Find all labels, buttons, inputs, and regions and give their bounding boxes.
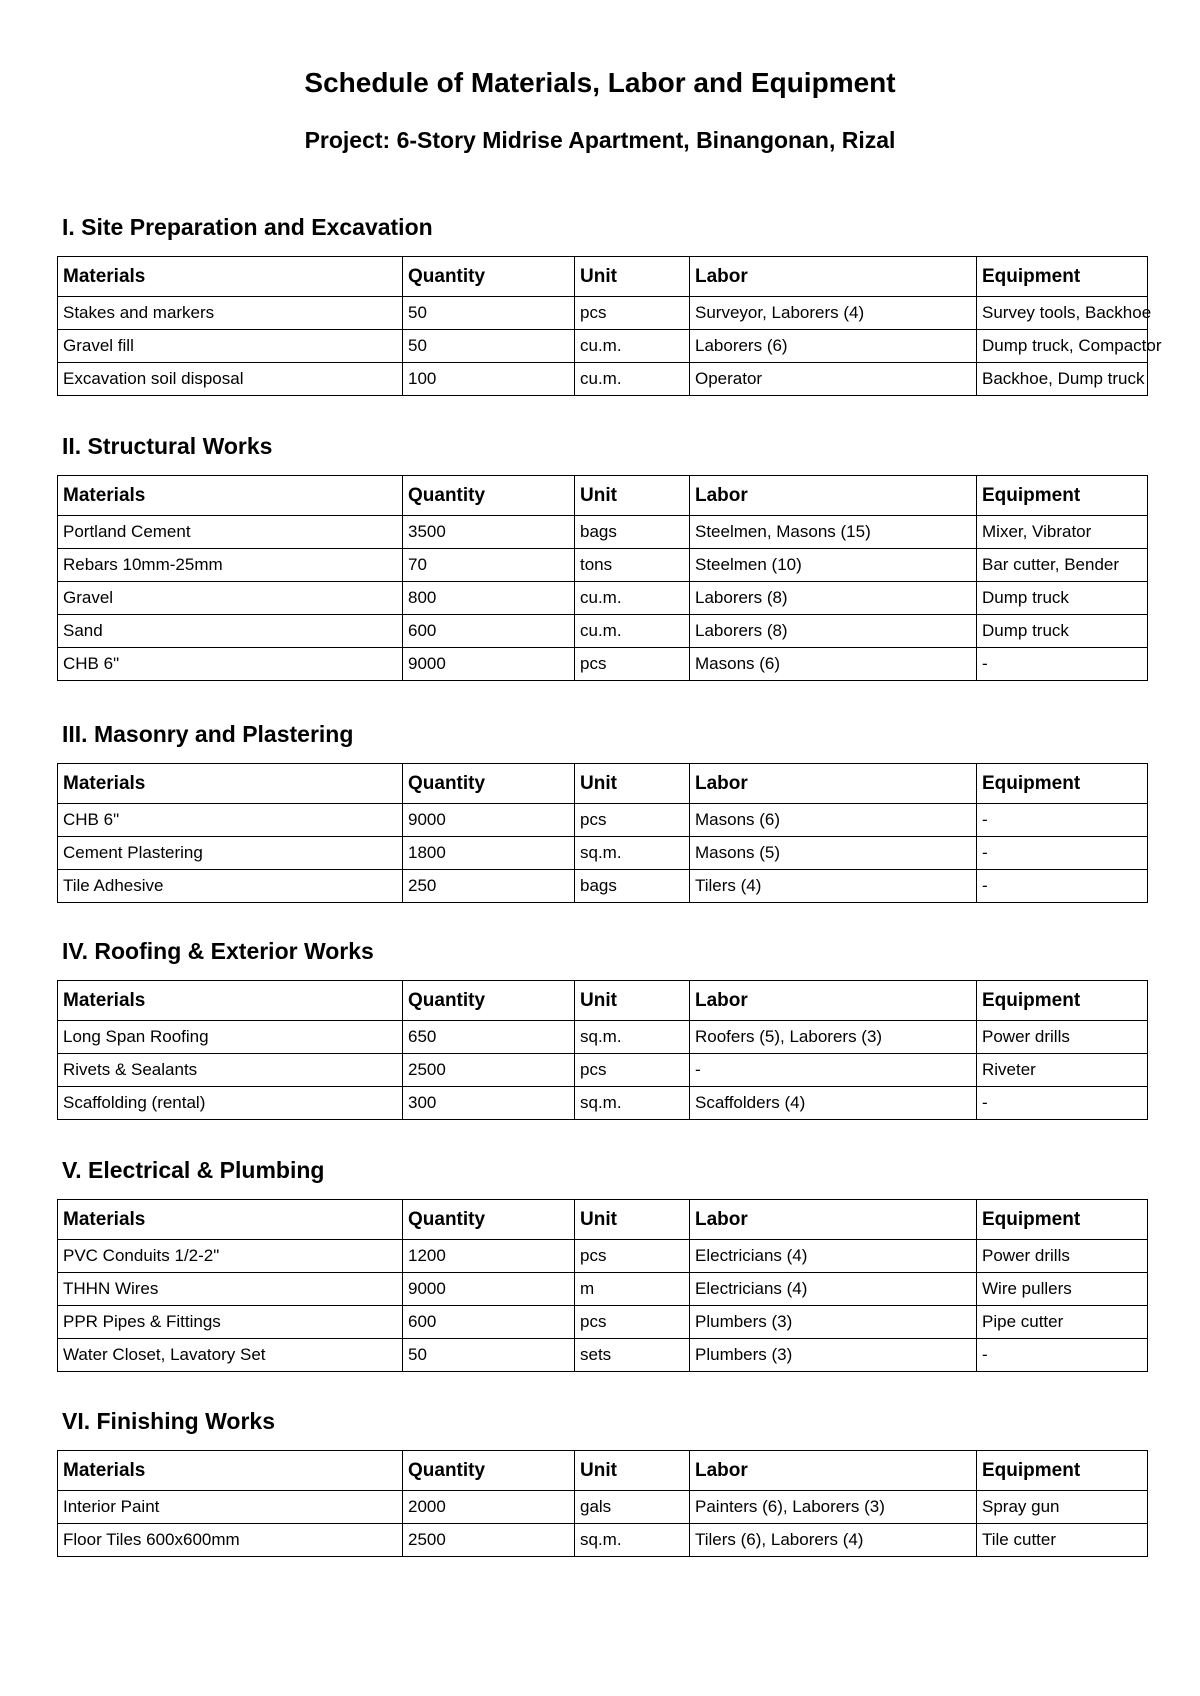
cell-labor: Plumbers (3): [690, 1306, 977, 1339]
cell-equipment: Bar cutter, Bender: [977, 549, 1148, 582]
cell-quantity: 50: [403, 297, 575, 330]
cell-quantity: 2500: [403, 1524, 575, 1557]
table-row: [58, 1339, 1148, 1372]
cell-unit: pcs: [575, 297, 690, 330]
document-subtitle: Project: 6-Story Midrise Apartment, Binangonan, Rizal: [304, 127, 896, 153]
column-header-quantity: Quantity: [403, 1200, 575, 1240]
cell-materials: Gravel: [58, 582, 403, 615]
table-header-row: [58, 476, 1148, 516]
section-heading: III. Masonry and Plastering: [62, 721, 354, 747]
cell-labor: Masons (6): [690, 648, 977, 681]
column-header-quantity: Quantity: [403, 257, 575, 297]
cell-unit: sq.m.: [575, 1087, 690, 1120]
cell-labor: Masons (5): [690, 837, 977, 870]
schedule-table: [57, 256, 1162, 396]
column-header-equipment: Equipment: [977, 1451, 1148, 1491]
cell-labor: Steelmen (10): [690, 549, 977, 582]
table-row: [58, 648, 1148, 681]
cell-quantity: 1200: [403, 1240, 575, 1273]
table-row: [58, 582, 1148, 615]
cell-quantity: 9000: [403, 648, 575, 681]
cell-labor: Tilers (4): [690, 870, 977, 903]
cell-unit: bags: [575, 870, 690, 903]
cell-unit: sq.m.: [575, 1524, 690, 1557]
column-header-unit: Unit: [575, 981, 690, 1021]
cell-unit: cu.m.: [575, 615, 690, 648]
cell-unit: sq.m.: [575, 837, 690, 870]
column-header-quantity: Quantity: [403, 476, 575, 516]
cell-materials: PPR Pipes & Fittings: [58, 1306, 403, 1339]
cell-materials: THHN Wires: [58, 1273, 403, 1306]
table-row: [58, 330, 1148, 363]
cell-labor: Plumbers (3): [690, 1339, 977, 1372]
column-header-labor: Labor: [690, 981, 977, 1021]
section-6: [57, 1406, 1147, 1557]
cell-unit: cu.m.: [575, 330, 690, 363]
column-header-labor: Labor: [690, 764, 977, 804]
cell-equipment: Power drills: [977, 1021, 1148, 1054]
cell-equipment: Tile cutter: [977, 1524, 1148, 1557]
cell-quantity: 1800: [403, 837, 575, 870]
cell-materials: Stakes and markers: [58, 297, 403, 330]
table-row: [58, 615, 1148, 648]
cell-materials: Sand: [58, 615, 403, 648]
cell-equipment: Power drills: [977, 1240, 1148, 1273]
column-header-labor: Labor: [690, 1200, 977, 1240]
column-header-materials: Materials: [58, 981, 403, 1021]
column-header-labor: Labor: [690, 476, 977, 516]
column-header-materials: Materials: [58, 1200, 403, 1240]
cell-quantity: 100: [403, 363, 575, 396]
cell-unit: pcs: [575, 1054, 690, 1087]
cell-unit: gals: [575, 1491, 690, 1524]
column-header-equipment: Equipment: [977, 1200, 1148, 1240]
column-header-materials: Materials: [58, 476, 403, 516]
cell-quantity: 70: [403, 549, 575, 582]
table-row: [58, 363, 1148, 396]
cell-unit: m: [575, 1273, 690, 1306]
section-heading: IV. Roofing & Exterior Works: [62, 938, 374, 964]
cell-quantity: 800: [403, 582, 575, 615]
cell-labor: Masons (6): [690, 804, 977, 837]
schedule-table: [57, 763, 1148, 903]
cell-materials: Water Closet, Lavatory Set: [58, 1339, 403, 1372]
cell-quantity: 9000: [403, 1273, 575, 1306]
column-header-quantity: Quantity: [403, 1451, 575, 1491]
section-2: [57, 431, 1147, 681]
table-row: [58, 1054, 1148, 1087]
cell-equipment: Pipe cutter: [977, 1306, 1148, 1339]
table-row: [58, 297, 1148, 330]
table-header-row: [58, 1200, 1148, 1240]
cell-materials: Scaffolding (rental): [58, 1087, 403, 1120]
cell-quantity: 9000: [403, 804, 575, 837]
cell-labor: Laborers (6): [690, 330, 977, 363]
cell-unit: pcs: [575, 648, 690, 681]
cell-quantity: 2500: [403, 1054, 575, 1087]
column-header-quantity: Quantity: [403, 981, 575, 1021]
schedule-table: [57, 980, 1148, 1120]
cell-materials: Long Span Roofing: [58, 1021, 403, 1054]
section-4: [57, 936, 1147, 1120]
section-5: [57, 1155, 1147, 1372]
cell-materials: Rebars 10mm-25mm: [58, 549, 403, 582]
cell-labor: Roofers (5), Laborers (3): [690, 1021, 977, 1054]
cell-quantity: 2000: [403, 1491, 575, 1524]
section-heading: V. Electrical & Plumbing: [62, 1157, 325, 1183]
cell-unit: pcs: [575, 1240, 690, 1273]
column-header-equipment: Equipment: [977, 981, 1148, 1021]
cell-quantity: 600: [403, 1306, 575, 1339]
cell-quantity: 3500: [403, 516, 575, 549]
cell-labor: Surveyor, Laborers (4): [690, 297, 977, 330]
section-heading: VI. Finishing Works: [62, 1408, 275, 1434]
cell-labor: Operator: [690, 363, 977, 396]
cell-equipment: Dump truck, Compactor: [977, 330, 1148, 363]
cell-equipment: Dump truck: [977, 582, 1148, 615]
table-row: [58, 1273, 1148, 1306]
cell-equipment: -: [977, 804, 1148, 837]
cell-materials: CHB 6": [58, 648, 403, 681]
cell-equipment: Dump truck: [977, 615, 1148, 648]
cell-labor: Laborers (8): [690, 615, 977, 648]
table-row: [58, 1240, 1148, 1273]
cell-materials: Gravel fill: [58, 330, 403, 363]
column-header-equipment: Equipment: [977, 257, 1148, 297]
table-row: [58, 516, 1148, 549]
column-header-materials: Materials: [58, 764, 403, 804]
cell-materials: Floor Tiles 600x600mm: [58, 1524, 403, 1557]
table-header-row: [58, 764, 1148, 804]
cell-unit: bags: [575, 516, 690, 549]
cell-materials: Excavation soil disposal: [58, 363, 403, 396]
cell-quantity: 300: [403, 1087, 575, 1120]
table-row: [58, 804, 1148, 837]
cell-unit: tons: [575, 549, 690, 582]
section-3: [57, 719, 1147, 903]
column-header-labor: Labor: [690, 257, 977, 297]
schedule-table: [57, 1199, 1148, 1372]
cell-materials: Portland Cement: [58, 516, 403, 549]
cell-equipment: Survey tools, Backhoe: [977, 297, 1148, 330]
cell-equipment: Mixer, Vibrator: [977, 516, 1148, 549]
table-header-row: [58, 1451, 1148, 1491]
cell-equipment: Spray gun: [977, 1491, 1148, 1524]
document-title: Schedule of Materials, Labor and Equipment: [304, 67, 896, 98]
cell-labor: Tilers (6), Laborers (4): [690, 1524, 977, 1557]
column-header-unit: Unit: [575, 764, 690, 804]
cell-equipment: -: [977, 1339, 1148, 1372]
cell-equipment: -: [977, 870, 1148, 903]
column-header-equipment: Equipment: [977, 764, 1148, 804]
cell-quantity: 250: [403, 870, 575, 903]
cell-labor: Electricians (4): [690, 1240, 977, 1273]
cell-equipment: Backhoe, Dump truck: [977, 363, 1148, 396]
column-header-materials: Materials: [58, 1451, 403, 1491]
schedule-table: [57, 475, 1148, 681]
cell-materials: Cement Plastering: [58, 837, 403, 870]
cell-equipment: Riveter: [977, 1054, 1148, 1087]
table-row: [58, 1306, 1148, 1339]
column-header-materials: Materials: [58, 257, 403, 297]
cell-quantity: 650: [403, 1021, 575, 1054]
schedule-table: [57, 1450, 1148, 1557]
section-heading: I. Site Preparation and Excavation: [62, 214, 433, 240]
cell-materials: Rivets & Sealants: [58, 1054, 403, 1087]
cell-unit: sq.m.: [575, 1021, 690, 1054]
cell-unit: sets: [575, 1339, 690, 1372]
cell-labor: -: [690, 1054, 977, 1087]
table-row: [58, 837, 1148, 870]
cell-materials: CHB 6": [58, 804, 403, 837]
cell-quantity: 50: [403, 330, 575, 363]
cell-labor: Electricians (4): [690, 1273, 977, 1306]
column-header-unit: Unit: [575, 1451, 690, 1491]
cell-materials: Tile Adhesive: [58, 870, 403, 903]
column-header-unit: Unit: [575, 257, 690, 297]
cell-equipment: -: [977, 837, 1148, 870]
table-row: [58, 1524, 1148, 1557]
cell-quantity: 600: [403, 615, 575, 648]
column-header-quantity: Quantity: [403, 764, 575, 804]
column-header-unit: Unit: [575, 476, 690, 516]
cell-labor: Painters (6), Laborers (3): [690, 1491, 977, 1524]
table-row: [58, 1087, 1148, 1120]
cell-materials: PVC Conduits 1/2-2": [58, 1240, 403, 1273]
cell-quantity: 50: [403, 1339, 575, 1372]
table-row: [58, 870, 1148, 903]
cell-unit: pcs: [575, 1306, 690, 1339]
cell-materials: Interior Paint: [58, 1491, 403, 1524]
section-1: [57, 212, 1162, 396]
column-header-labor: Labor: [690, 1451, 977, 1491]
table-row: [58, 1491, 1148, 1524]
cell-labor: Laborers (8): [690, 582, 977, 615]
cell-labor: Steelmen, Masons (15): [690, 516, 977, 549]
cell-labor: Scaffolders (4): [690, 1087, 977, 1120]
section-heading: II. Structural Works: [62, 433, 273, 459]
cell-unit: cu.m.: [575, 363, 690, 396]
cell-unit: pcs: [575, 804, 690, 837]
cell-equipment: Wire pullers: [977, 1273, 1148, 1306]
table-row: [58, 549, 1148, 582]
table-header-row: [58, 257, 1148, 297]
column-header-equipment: Equipment: [977, 476, 1148, 516]
column-header-unit: Unit: [575, 1200, 690, 1240]
cell-equipment: -: [977, 648, 1148, 681]
table-header-row: [58, 981, 1148, 1021]
cell-equipment: -: [977, 1087, 1148, 1120]
cell-unit: cu.m.: [575, 582, 690, 615]
table-row: [58, 1021, 1148, 1054]
